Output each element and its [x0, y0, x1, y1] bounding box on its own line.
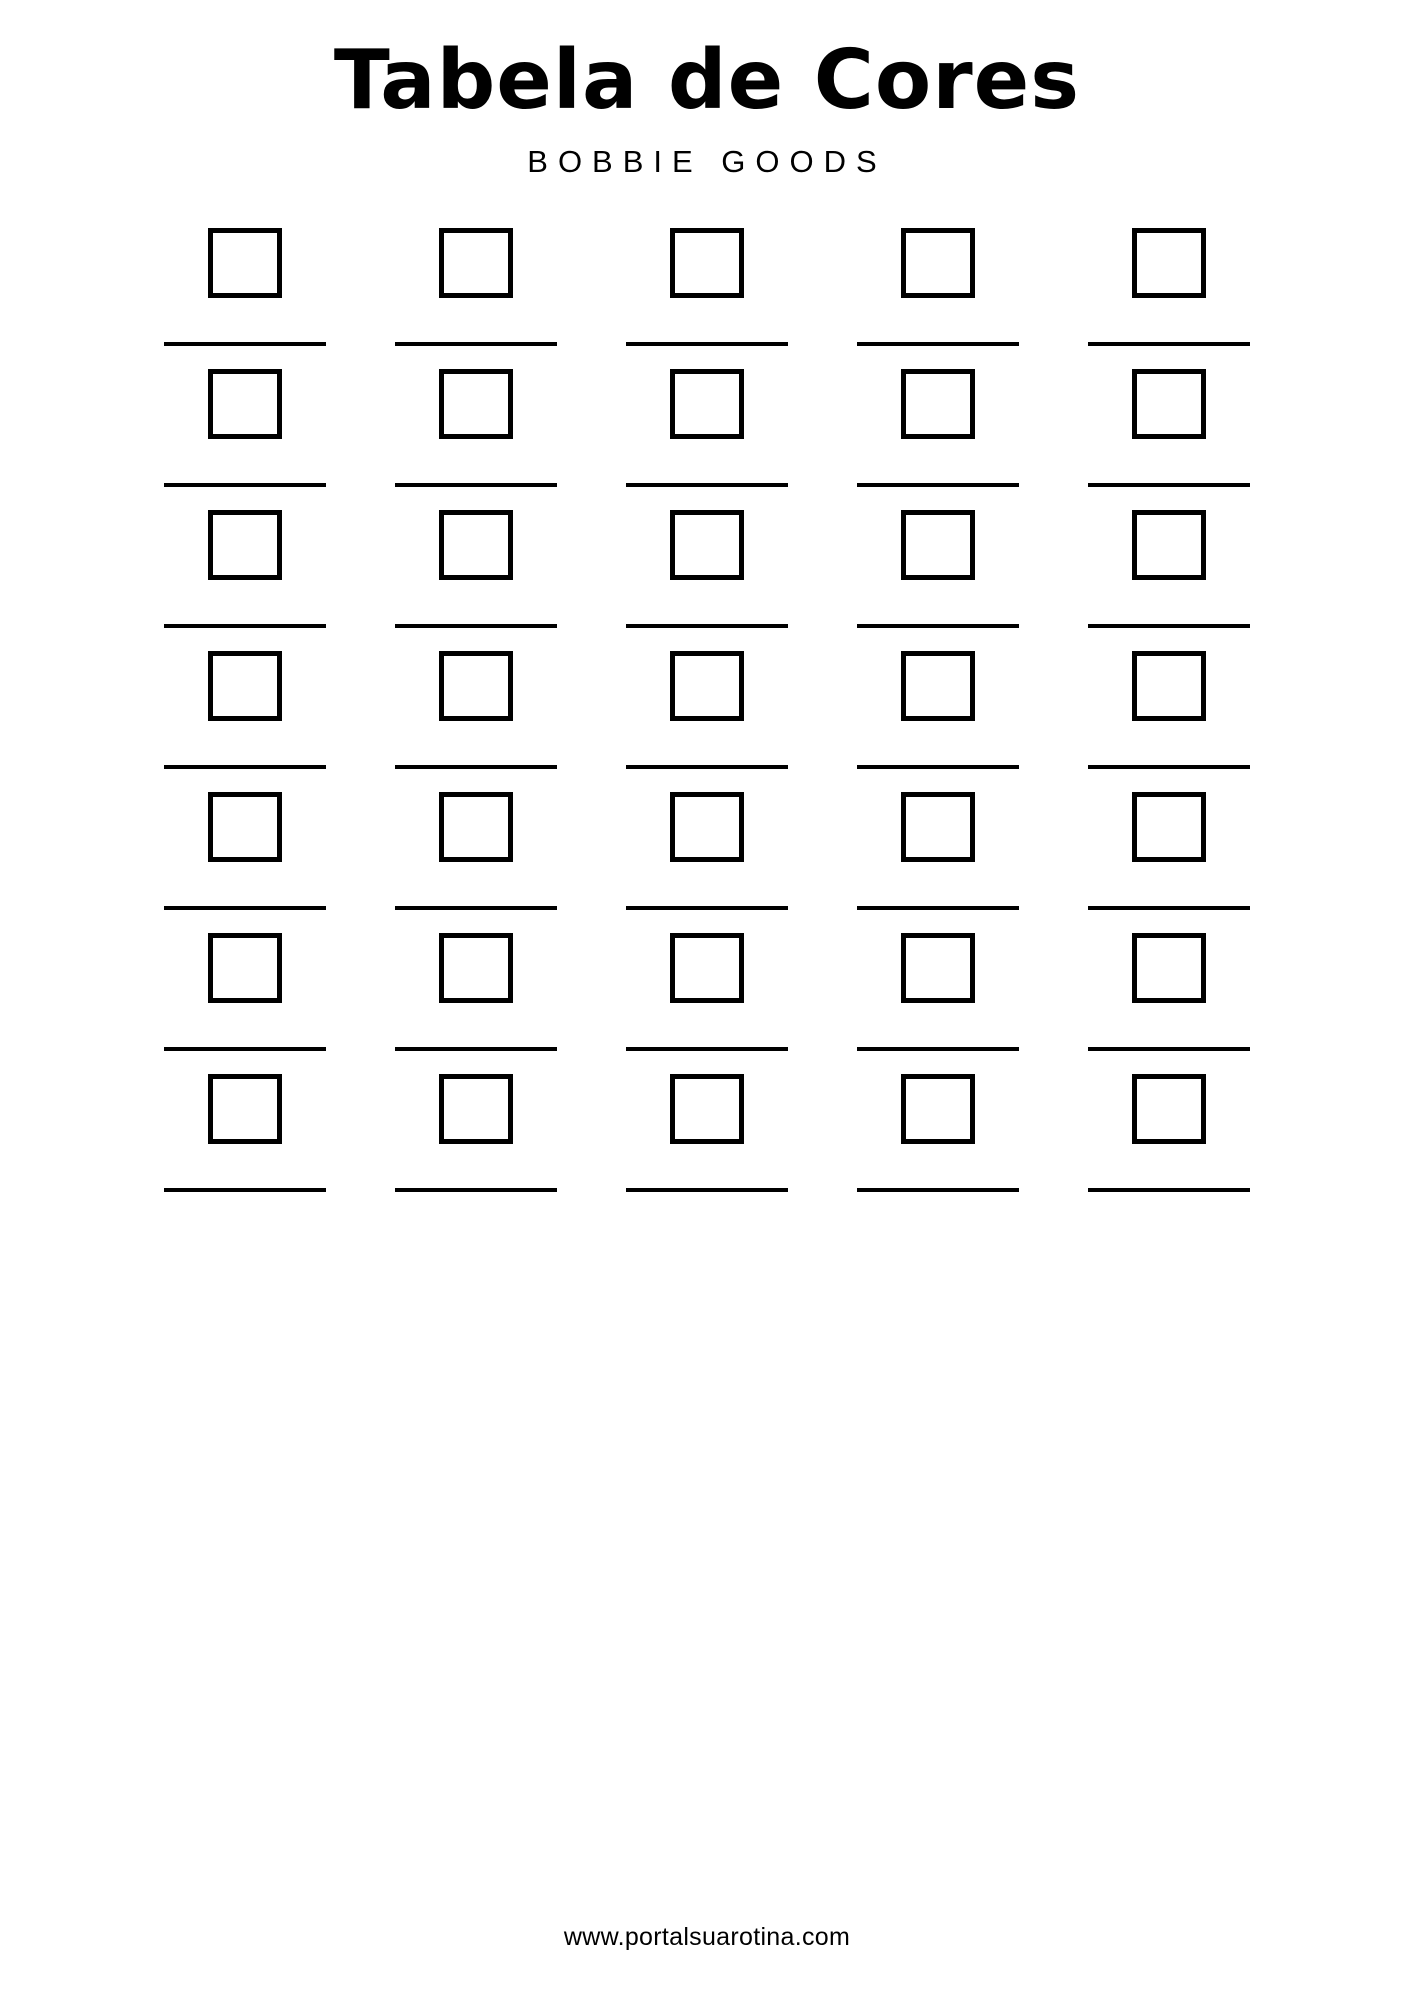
- swatch-cell[interactable]: [383, 510, 569, 628]
- swatch-cell[interactable]: [1076, 933, 1262, 1051]
- footer-website-url: www.portalsuarotina.com: [563, 1923, 851, 1951]
- swatch-cell[interactable]: [152, 510, 338, 628]
- color-swatch-box[interactable]: [670, 1074, 744, 1144]
- swatch-cell[interactable]: [152, 933, 338, 1051]
- color-swatch-box[interactable]: [439, 510, 513, 580]
- swatch-cell[interactable]: [614, 792, 800, 910]
- swatch-row: [152, 792, 1262, 910]
- swatch-cell[interactable]: [1076, 228, 1262, 346]
- swatch-cell[interactable]: [152, 792, 338, 910]
- swatch-cell[interactable]: [845, 510, 1031, 628]
- color-swatch-box[interactable]: [1132, 510, 1206, 580]
- color-name-line[interactable]: [626, 1047, 788, 1051]
- color-swatch-box[interactable]: [1132, 228, 1206, 298]
- color-swatch-box[interactable]: [1132, 651, 1206, 721]
- color-swatch-box[interactable]: [670, 369, 744, 439]
- color-swatch-box[interactable]: [1132, 1074, 1206, 1144]
- color-swatch-box[interactable]: [1132, 933, 1206, 1003]
- color-swatch-box[interactable]: [901, 933, 975, 1003]
- color-swatch-box[interactable]: [901, 792, 975, 862]
- color-swatch-box[interactable]: [901, 510, 975, 580]
- color-name-line[interactable]: [1088, 906, 1250, 910]
- page-subtitle: BOBBIE GOODS: [527, 144, 887, 180]
- color-name-line[interactable]: [1088, 1047, 1250, 1051]
- color-swatch-box[interactable]: [439, 228, 513, 298]
- swatch-cell[interactable]: [845, 651, 1031, 769]
- swatch-cell[interactable]: [152, 651, 338, 769]
- swatch-cell[interactable]: [845, 933, 1031, 1051]
- color-swatch-box[interactable]: [1132, 792, 1206, 862]
- color-swatch-box[interactable]: [901, 228, 975, 298]
- swatch-cell[interactable]: [383, 1074, 569, 1192]
- swatch-row: [152, 369, 1262, 487]
- color-swatch-box[interactable]: [670, 510, 744, 580]
- color-swatch-box[interactable]: [208, 792, 282, 862]
- swatch-cell[interactable]: [1076, 792, 1262, 910]
- swatch-row: [152, 651, 1262, 769]
- color-name-line[interactable]: [1088, 1188, 1250, 1192]
- color-swatch-box[interactable]: [439, 933, 513, 1003]
- color-swatch-box[interactable]: [901, 369, 975, 439]
- color-name-line[interactable]: [395, 1188, 557, 1192]
- color-name-line[interactable]: [857, 483, 1019, 487]
- swatch-row: [152, 228, 1262, 346]
- color-swatch-grid: [152, 228, 1262, 1215]
- color-name-line[interactable]: [1088, 483, 1250, 487]
- color-name-line[interactable]: [164, 765, 326, 769]
- swatch-cell[interactable]: [614, 933, 800, 1051]
- color-name-line[interactable]: [164, 624, 326, 628]
- color-name-line[interactable]: [164, 342, 326, 346]
- color-name-line[interactable]: [857, 624, 1019, 628]
- color-swatch-box[interactable]: [439, 651, 513, 721]
- color-name-line[interactable]: [164, 1188, 326, 1192]
- color-name-line[interactable]: [626, 483, 788, 487]
- swatch-cell[interactable]: [1076, 510, 1262, 628]
- swatch-row: [152, 933, 1262, 1051]
- color-swatch-box[interactable]: [670, 933, 744, 1003]
- color-swatch-box[interactable]: [901, 1074, 975, 1144]
- swatch-cell[interactable]: [845, 228, 1031, 346]
- swatch-cell[interactable]: [614, 651, 800, 769]
- swatch-cell[interactable]: [1076, 1074, 1262, 1192]
- color-name-line[interactable]: [626, 624, 788, 628]
- swatch-cell[interactable]: [383, 369, 569, 487]
- color-name-line[interactable]: [626, 906, 788, 910]
- color-name-line[interactable]: [857, 342, 1019, 346]
- color-name-line[interactable]: [395, 906, 557, 910]
- swatch-cell[interactable]: [845, 1074, 1031, 1192]
- swatch-cell[interactable]: [1076, 651, 1262, 769]
- swatch-cell[interactable]: [383, 933, 569, 1051]
- color-name-line[interactable]: [626, 342, 788, 346]
- swatch-cell[interactable]: [383, 228, 569, 346]
- color-swatch-box[interactable]: [670, 792, 744, 862]
- swatch-cell[interactable]: [845, 369, 1031, 487]
- color-name-line[interactable]: [1088, 342, 1250, 346]
- color-name-line[interactable]: [164, 906, 326, 910]
- color-swatch-box[interactable]: [208, 651, 282, 721]
- color-name-line[interactable]: [395, 765, 557, 769]
- swatch-cell[interactable]: [152, 369, 338, 487]
- color-swatch-box[interactable]: [208, 933, 282, 1003]
- color-name-line[interactable]: [164, 1047, 326, 1051]
- swatch-cell[interactable]: [152, 1074, 338, 1192]
- color-swatch-box[interactable]: [208, 510, 282, 580]
- swatch-row: [152, 1074, 1262, 1192]
- color-swatch-box[interactable]: [208, 1074, 282, 1144]
- page-title: Tabela de Cores: [333, 33, 1081, 128]
- color-swatch-box[interactable]: [208, 369, 282, 439]
- color-swatch-box[interactable]: [901, 651, 975, 721]
- color-name-line[interactable]: [626, 1188, 788, 1192]
- swatch-cell[interactable]: [152, 228, 338, 346]
- swatch-cell[interactable]: [614, 369, 800, 487]
- swatch-cell[interactable]: [614, 510, 800, 628]
- color-name-line[interactable]: [1088, 765, 1250, 769]
- color-swatch-box[interactable]: [670, 651, 744, 721]
- swatch-cell[interactable]: [845, 792, 1031, 910]
- color-name-line[interactable]: [164, 483, 326, 487]
- color-name-line[interactable]: [395, 1047, 557, 1051]
- color-swatch-box[interactable]: [439, 1074, 513, 1144]
- color-name-line[interactable]: [395, 624, 557, 628]
- swatch-cell[interactable]: [383, 792, 569, 910]
- color-swatch-box[interactable]: [1132, 369, 1206, 439]
- color-name-line[interactable]: [857, 1047, 1019, 1051]
- color-name-line[interactable]: [857, 906, 1019, 910]
- color-name-line[interactable]: [395, 342, 557, 346]
- swatch-row: [152, 510, 1262, 628]
- color-name-line[interactable]: [857, 765, 1019, 769]
- color-name-line[interactable]: [857, 1188, 1019, 1192]
- swatch-cell[interactable]: [614, 1074, 800, 1192]
- swatch-cell[interactable]: [1076, 369, 1262, 487]
- color-swatch-box[interactable]: [208, 228, 282, 298]
- swatch-cell[interactable]: [614, 228, 800, 346]
- color-swatch-box[interactable]: [439, 792, 513, 862]
- color-name-line[interactable]: [626, 765, 788, 769]
- color-swatch-box[interactable]: [439, 369, 513, 439]
- swatch-cell[interactable]: [383, 651, 569, 769]
- color-name-line[interactable]: [395, 483, 557, 487]
- color-name-line[interactable]: [1088, 624, 1250, 628]
- color-swatch-box[interactable]: [670, 228, 744, 298]
